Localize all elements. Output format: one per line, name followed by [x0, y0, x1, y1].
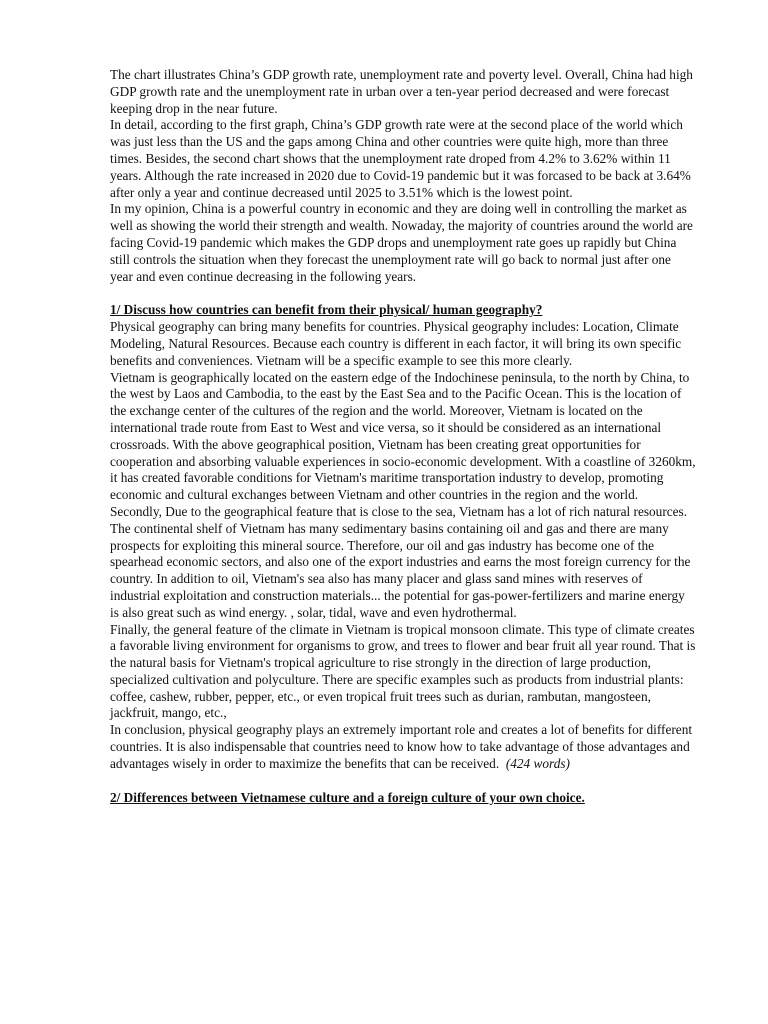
- section-1-paragraph-1: Physical geography can bring many benefits for countries. Physical geography includes: Location, Climate Modeling, Natural Resources. Because each country is different in each factor, it will bring its own specific benefits and conveniences. Vietnam will be a specific example to see this more clearly.: [110, 319, 682, 368]
- document-page: [110, 67, 696, 806]
- word-count: (424 words): [505, 755, 570, 771]
- section-1-paragraph-3: Secondly, Due to the geographical feature that is close to the sea, Vietnam has a lot of rich natural resources. The continental shelf of Vietnam has many sedimentary basins containing oil and gas and there are many prospects for exploiting this mineral source. Therefore, our oil and gas industry has become one of the spearhead economic sectors, and also one of the export industries and earns the most foreign currency for the country. In addition to oil, Vietnam's sea also has many placer and glass sand mines with reserves of industrial exploitation and construction materials... the potential for gas-power-fertilizers and marine energy is also great such as wind energy. , solar, tidal, wave and even hydrothermal.: [110, 503, 691, 620]
- section-1-paragraph-4: Finally, the general feature of the climate in Vietnam is tropical monsoon climate. This type of climate creates a favorable living environment for organisms to grow, and trees to flower and bear fruit all year round. That is the natural basis for Vietnam's tropical agriculture to rise strongly in the direction of large production, specialized cultivation and polyculture. There are specific examples such as products from industrial plants: coffee, cashew, rubber, pepper, etc., or even tropical fruit trees such as durian, rambutan, mangosteen, jackfruit, mango, etc.,: [110, 621, 696, 721]
- section-1-heading: 1/ Discuss how countries can benefit from their physical/ human geography?: [110, 302, 543, 318]
- intro-paragraph-1: The chart illustrates China’s GDP growth rate, unemployment rate and poverty level. Overall, China had high GDP growth rate and the unemployment rate in urban over a ten-year period decreased and were forecast keeping drop in the near future.: [110, 67, 693, 116]
- section-1-paragraph-2: Vietnam is geographically located on the eastern edge of the Indochinese peninsula, to the north by China, to the west by Laos and Cambodia, to the east by the East Sea and to the Pacific Ocean. This is the location of the exchange center of the cultures of the region and the world. Moreover, Vietnam is located on the international trade route from East to West and vice versa, so it should be considered as an international crossroads. With the above geographical position, Vietnam has been creating great opportunities for cooperation and absorbing valuable experiences in socio-economic development. With a coastline of 3260km, it has created favorable conditions for Vietnam's maritime transportation industry to develop, promoting economic and cultural exchanges between Vietnam and other countries in the region and the world.: [110, 369, 696, 503]
- spacer: [110, 773, 696, 790]
- conclusion-text: In conclusion, physical geography plays an extremely important role and creates a lot of benefits for different countries. It is also indispensable that countries need to know how to take advantage of those advantages and advantages wisely in order to maximize the benefits that can be received.: [110, 722, 693, 771]
- intro-paragraph-3: In my opinion, China is a powerful country in economic and they are doing well in controlling the market as well as showing the world their strength and wealth. Nowaday, the majority of countries around the world are facing Covid-19 pandemic which makes the GDP drops and unemployment rate goes up rapidly but China still controls the situation when they forecast the unemployment rate will go back to normal just after one year and even continue decreasing in the following years.: [110, 201, 693, 284]
- intro-paragraph-2: In detail, according to the first graph, China’s GDP growth rate were at the second place of the world which was just less than the US and the gaps among China and other countries were quite high, more than three times. Besides, the second chart shows that the unemployment rate droped from 4.2% to 3.62% within 11 years. Although the rate increased in 2020 due to Covid-19 pandemic but it was forcased to be back at 3.64% after only a year and continue decreased until 2025 to 3.51% which is the lowest point.: [110, 117, 691, 200]
- spacer: [110, 285, 696, 302]
- section-1-conclusion: [110, 722, 696, 772]
- section-2-heading: 2/ Differences between Vietnamese culture and a foreign culture of your own choice.: [110, 789, 585, 805]
